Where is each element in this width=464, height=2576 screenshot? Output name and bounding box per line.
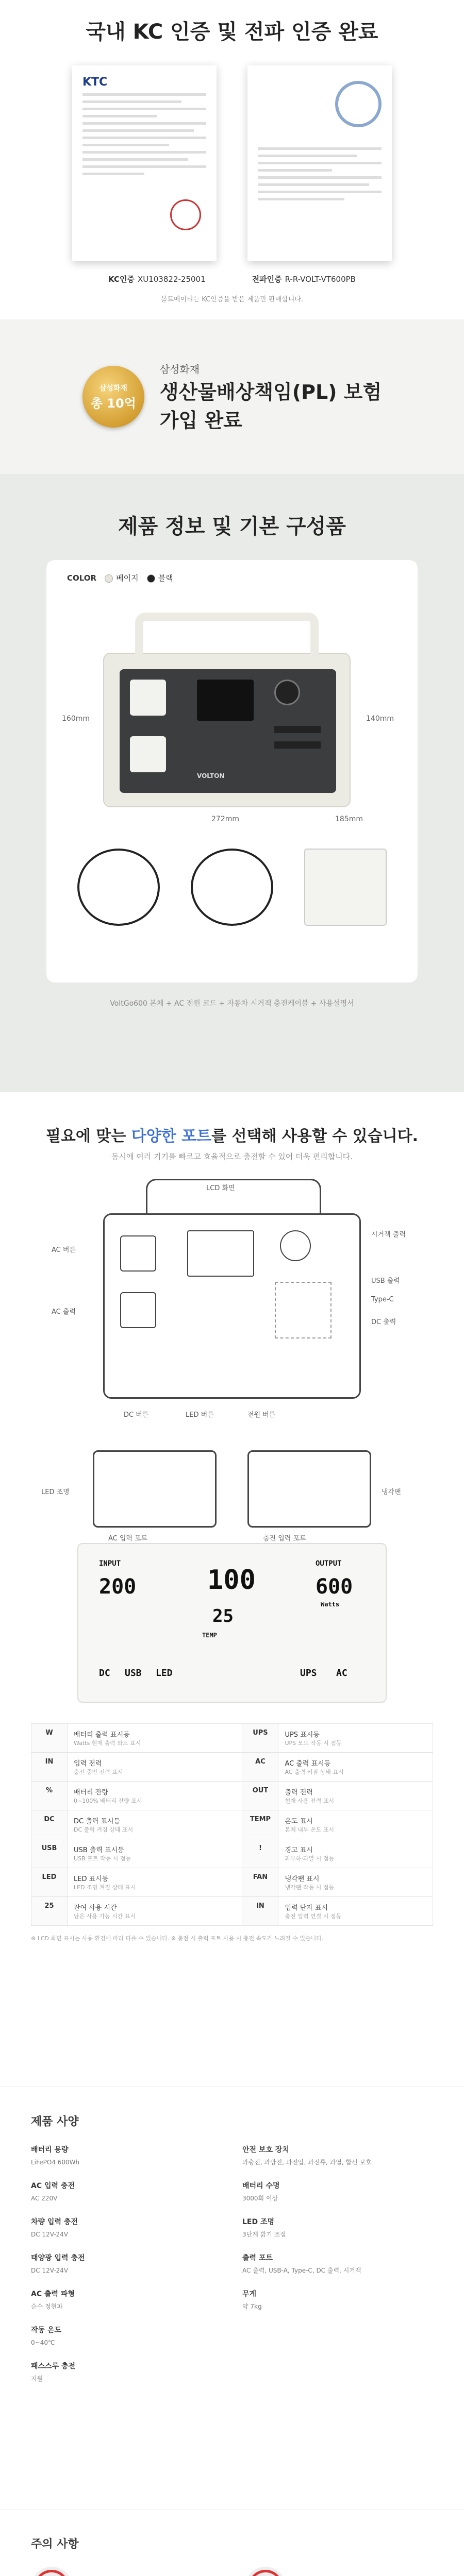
device-side-right <box>247 1450 371 1528</box>
spec-key: LED 조명 <box>242 2218 275 2226</box>
power-station-image <box>103 653 351 807</box>
spec-column-left <box>31 2144 222 2397</box>
spec-value: 순수 정현파 <box>31 2303 63 2310</box>
indicator-icon: TEMP <box>242 1810 278 1839</box>
indicator-name: 배터리 출력 표시등 <box>74 1731 130 1739</box>
indicator-row <box>31 1897 433 1926</box>
pl-title-line1: 생산물배상책임(PL) 보험 <box>159 380 382 403</box>
lcd-dc-label: DC <box>99 1668 110 1679</box>
label-dc-button: DC 버튼 <box>124 1411 149 1419</box>
ports-diagram <box>31 1182 433 1543</box>
spec-item <box>242 2216 433 2239</box>
indicator-icon: UPS <box>242 1724 278 1753</box>
kc-mark-icon <box>335 81 382 127</box>
caution-grid <box>31 2567 433 2576</box>
spec-item <box>31 2252 222 2275</box>
car-socket-icon <box>280 1230 311 1261</box>
indicator-row <box>31 1868 433 1897</box>
lcd-indicator-table <box>31 1723 433 1926</box>
label-power: 전원 버튼 <box>247 1411 276 1419</box>
spec-item <box>31 2325 222 2347</box>
spec-value: LiFePO4 600Wh <box>31 2159 80 2166</box>
pl-insurance-banner <box>0 319 464 474</box>
indicator-name: 입력 전력 <box>74 1760 102 1768</box>
lcd-percent: 100 <box>207 1565 256 1596</box>
carry-handle <box>135 613 319 654</box>
badge-amount: 총 10억 <box>90 396 136 411</box>
caution-item <box>245 2567 433 2576</box>
indicator-description: USB 포트 작동 시 점등 <box>74 1855 131 1862</box>
indicator-description: 본체 내부 온도 표시 <box>285 1826 334 1833</box>
kc-certificate-document <box>72 65 217 261</box>
pl-text <box>160 361 382 433</box>
lcd-watts-unit: Watts <box>321 1601 340 1608</box>
lcd-temp-label: TEMP <box>202 1632 217 1639</box>
ac-cable-icon <box>77 849 160 926</box>
ac-outlet-icon <box>120 1292 156 1328</box>
label-dc-out: DC 출력 <box>371 1318 396 1326</box>
dimension-side: 160mm <box>62 715 90 723</box>
indicator-icon: DC <box>31 1810 68 1839</box>
spec-key: 안전 보호 장치 <box>242 2146 289 2154</box>
spec-value: 지원 <box>31 2375 43 2382</box>
indicator-row <box>31 1839 433 1868</box>
indicator-row <box>31 1782 433 1810</box>
lcd-output-label: OUTPUT <box>316 1560 342 1568</box>
prohibition-icon <box>31 2567 72 2576</box>
dimension-height: 140mm <box>366 715 394 723</box>
usb-ports-icon <box>274 726 321 733</box>
product-card <box>46 560 418 982</box>
indicator-description: AC 출력 켜짐 상태 표시 <box>285 1769 344 1775</box>
caution-title: 주의 사항 <box>31 2538 79 2551</box>
spec-item <box>31 2216 222 2239</box>
indicator-name: UPS 표시등 <box>285 1731 320 1739</box>
spec-key: 차량 입력 충전 <box>31 2218 78 2226</box>
indicator-name: USB 출력 표시등 <box>74 1846 124 1854</box>
lcd-ups-label: UPS <box>300 1668 317 1679</box>
spec-key: AC 입력 충전 <box>31 2182 75 2190</box>
spec-item <box>31 2361 222 2383</box>
spec-key: 배터리 용량 <box>31 2146 69 2154</box>
lcd-output-value: 600 <box>316 1575 353 1599</box>
label-led-button: LED 버튼 <box>186 1411 214 1419</box>
spec-value: 약 7kg <box>242 2303 262 2310</box>
indicator-description: LED 조명 켜짐 상태 표시 <box>74 1884 136 1891</box>
kc-number: XU103822-25001 <box>137 275 206 284</box>
badge-insurer: 삼성화재 <box>99 384 127 393</box>
indicator-icon: LED <box>31 1868 68 1897</box>
indicator-description: 0~100% 배터리 잔량 표시 <box>74 1798 142 1804</box>
spec-item <box>31 2144 222 2167</box>
indicator-description: Watts 현재 출력 와트 표시 <box>74 1740 141 1747</box>
ports-note: ※ LCD 화면 표시는 사용 환경에 따라 다를 수 있습니다. ※ 충전 시 출력 포트 사용 시 충전 속도가 느려질 수 있습니다. <box>31 1935 324 1942</box>
usb-ports-icon <box>275 1282 332 1338</box>
spec-column-right <box>242 2144 433 2397</box>
spec-value: 과충전, 과방전, 과전압, 과전류, 과열, 합선 보호 <box>242 2159 372 2166</box>
spec-value: AC 220V <box>31 2195 58 2202</box>
ports-subtitle: 동시에 여러 기기를 빠르고 효율적으로 충전할 수 있어 더욱 편리합니다. <box>111 1152 353 1161</box>
lcd-led-label: LED <box>156 1668 173 1679</box>
indicator-row <box>31 1724 433 1753</box>
color-selector <box>46 560 418 596</box>
indicator-icon: 25 <box>31 1897 68 1926</box>
ac-outlet-icon <box>130 736 166 772</box>
indicator-name: AC 출력 표시등 <box>285 1760 331 1768</box>
indicator-icon: IN <box>242 1897 278 1926</box>
indicator-row <box>31 1753 433 1782</box>
spec-value: 3000회 이상 <box>242 2195 278 2202</box>
lcd-usb-label: USB <box>125 1668 142 1679</box>
spec-value: AC 출력, USB-A, Type-C, DC 출력, 시거잭 <box>242 2267 361 2274</box>
indicator-name: 배터리 잔량 <box>74 1789 108 1797</box>
front-panel <box>120 669 336 793</box>
manual-icon <box>304 849 387 926</box>
label-input-port: 충전 입력 포트 <box>263 1535 306 1543</box>
brand-logo: VOLTON <box>197 772 225 779</box>
color-option-black[interactable]: 블랙 <box>147 572 173 583</box>
indicator-row <box>31 1810 433 1839</box>
indicator-description: 과부하·과열 시 점등 <box>285 1855 334 1862</box>
ports-section <box>0 1092 464 2087</box>
spec-key: 배터리 수명 <box>242 2182 280 2190</box>
caution-item <box>31 2567 219 2576</box>
label-typec: Type-C <box>371 1296 394 1303</box>
lcd-display-diagram <box>77 1543 387 1703</box>
certification-section <box>0 0 464 319</box>
spec-key: 무게 <box>242 2290 257 2298</box>
spec-key: 패스스루 충전 <box>31 2362 76 2370</box>
ktc-logo: KTC <box>82 76 108 89</box>
dimension-depth: 185mm <box>335 815 363 823</box>
label-ac-button: AC 버튼 <box>52 1246 76 1254</box>
indicator-name: DC 출력 표시등 <box>74 1818 121 1825</box>
indicator-name: 잔여 사용 시간 <box>74 1904 117 1912</box>
spec-value: DC 12V-24V <box>31 2267 69 2274</box>
indicator-icon: ! <box>242 1839 278 1868</box>
label-fan: 냉각팬 <box>382 1488 401 1496</box>
spec-value: 0~40℃ <box>31 2339 55 2346</box>
spec-title: 제품 사양 <box>31 2115 79 2128</box>
indicator-icon: FAN <box>242 1868 278 1897</box>
car-charger-cable-icon <box>191 849 273 926</box>
certificate-numbers <box>0 274 464 284</box>
caution-section <box>0 2509 464 2576</box>
indicator-description: 충전 입력 연결 시 점등 <box>285 1913 342 1920</box>
device-side-left <box>93 1450 217 1528</box>
pl-title-line2: 가입 완료 <box>159 409 242 432</box>
radio-label: 전파인증 <box>252 275 282 284</box>
indicator-description: 충전 중인 전력 표시 <box>74 1769 123 1775</box>
indicator-name: 냉각팬 표시 <box>285 1875 320 1883</box>
indicator-description: 현재 사용 전력 표시 <box>285 1798 334 1804</box>
insurance-badge <box>82 366 144 428</box>
label-lcd: LCD 화면 <box>206 1184 235 1192</box>
indicator-name: LED 표시등 <box>74 1875 109 1883</box>
product-info-section <box>0 474 464 1092</box>
indicator-name: 경고 표시 <box>285 1846 313 1854</box>
lcd-input-label: INPUT <box>99 1560 121 1568</box>
indicator-icon: AC <box>242 1753 278 1782</box>
spec-item <box>242 2180 433 2203</box>
dimension-width: 272mm <box>211 815 239 823</box>
label-ac-out: AC 출력 <box>52 1308 76 1316</box>
lcd-screen-icon <box>197 680 254 721</box>
typec-ports-icon <box>274 741 321 749</box>
car-socket-icon <box>274 680 300 705</box>
spec-item <box>242 2289 433 2311</box>
pl-insurer: 삼성화재 <box>159 363 200 376</box>
ac-outlet-icon <box>120 1235 156 1272</box>
label-car-socket: 시거잭 출력 <box>371 1231 406 1239</box>
spec-item <box>242 2252 433 2275</box>
indicator-icon: OUT <box>242 1782 278 1810</box>
prohibition-icon <box>245 2567 286 2576</box>
spec-key: 출력 포트 <box>242 2254 273 2262</box>
product-title: 제품 정보 및 기본 구성품 <box>118 515 346 538</box>
indicator-description: DC 출력 켜짐 상태 표시 <box>74 1826 134 1833</box>
label-usb: USB 출력 <box>371 1277 400 1285</box>
package-contents: VoltGo600 본체 + AC 전원 코드 + 자동차 시거잭 충전케이블 + 사용설명서 <box>110 999 354 1008</box>
spec-item <box>31 2180 222 2203</box>
indicator-icon: W <box>31 1724 68 1753</box>
color-label: COLOR <box>67 573 97 583</box>
indicator-description: UPS 모드 작동 시 점등 <box>285 1740 342 1747</box>
indicator-description: 냉각팬 작동 시 점등 <box>285 1884 334 1891</box>
color-option-beige[interactable]: 베이지 <box>105 572 138 583</box>
indicator-description: 남은 사용 가능 시간 표시 <box>74 1913 136 1920</box>
spec-value: 3단계 밝기 조절 <box>242 2231 286 2238</box>
spec-key: AC 출력 파형 <box>31 2290 75 2298</box>
label-light: LED 조명 <box>41 1488 70 1496</box>
ports-title: 필요에 맞는 다양한 포트를 선택해 사용할 수 있습니다. <box>45 1127 419 1145</box>
spec-item <box>242 2144 433 2167</box>
lcd-input-value: 200 <box>99 1575 137 1599</box>
specification-section <box>0 2087 464 2509</box>
lcd-outline <box>187 1230 254 1277</box>
device-outline <box>103 1213 361 1399</box>
label-ac-in-port: AC 입력 포트 <box>108 1535 148 1543</box>
spec-item <box>31 2289 222 2311</box>
lcd-temp-value: 25 <box>212 1606 234 1626</box>
certificate-images <box>0 65 464 261</box>
ac-outlet-icon <box>130 680 166 716</box>
official-seal-icon <box>170 199 201 230</box>
indicator-icon: USB <box>31 1839 68 1868</box>
indicator-name: 입력 단자 표시 <box>285 1904 328 1912</box>
certification-title: 국내 KC 인증 및 전파 인증 완료 <box>86 20 378 44</box>
certification-note: 볼트메이티는 KC인증을 받은 제품만 판매합니다. <box>160 296 304 303</box>
lcd-ac-label: AC <box>336 1668 347 1679</box>
kc-label: KC인증 <box>108 275 135 284</box>
radio-certificate-document <box>247 65 392 261</box>
spec-key: 태양광 입력 충전 <box>31 2254 85 2262</box>
indicator-icon: % <box>31 1782 68 1810</box>
indicator-icon: IN <box>31 1753 68 1782</box>
indicator-name: 온도 표시 <box>285 1818 313 1825</box>
spec-key: 작동 온도 <box>31 2326 61 2334</box>
radio-number: R-R-VOLT-VT600PB <box>285 275 356 284</box>
spec-value: DC 12V-24V <box>31 2231 69 2238</box>
indicator-name: 출력 전력 <box>285 1789 313 1797</box>
spec-grid <box>31 2144 433 2397</box>
